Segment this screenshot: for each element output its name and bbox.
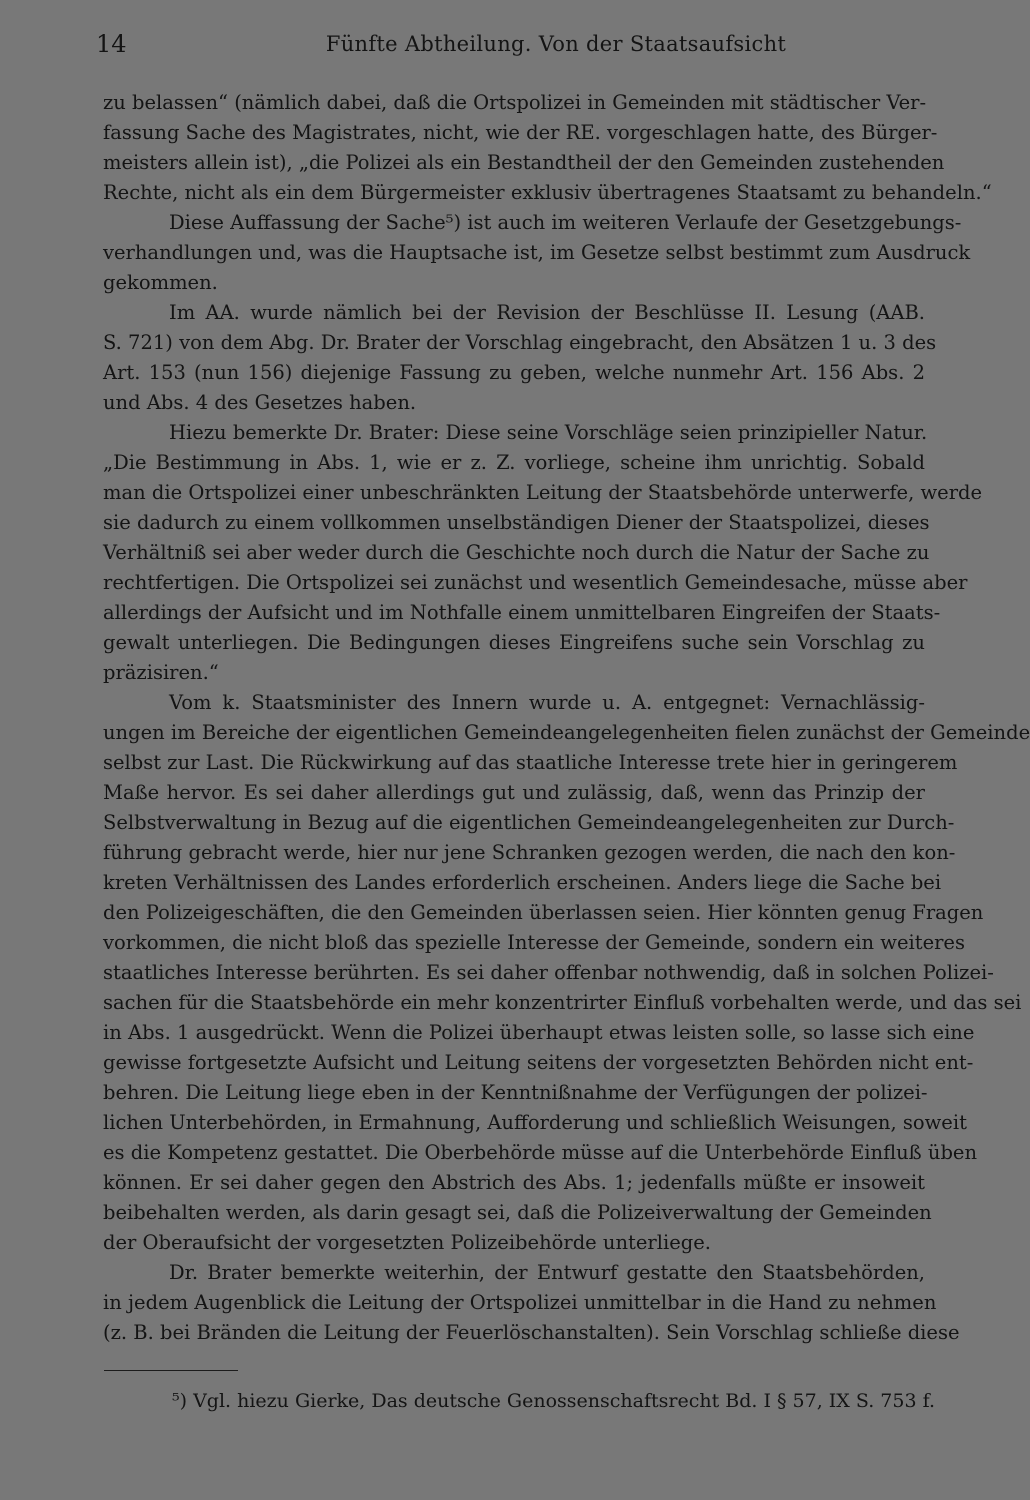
text-line: präzisiren.“ [103,661,219,684]
text-line: und Abs. 4 des Gesetzes haben. [103,391,417,414]
text-line: Maße hervor. Es sei daher allerdings gut und zulässig, daß, wenn das Prinzip der [103,781,925,804]
text-line: zu belassen“ (nämlich dabei, daß die Ortspolizei in Gemeinden mit städtischer Ver- [103,91,927,114]
text-line: fassung Sache des Magistrates, nicht, wie der RE. vorgeschlagen hatte, des Bürger- [103,121,938,144]
text-line: sie dadurch zu einem vollkommen unselbständigen Diener der Staatspolizei, dieses [103,511,930,534]
text-line: Art. 153 (nun 156) diejenige Fassung zu geben, welche nunmehr Art. 156 Abs. 2 [103,361,925,384]
text-line: man die Ortspolizei einer unbeschränkten Leitung der Staatsbehörde unterwerfe, werde [103,481,983,504]
text-line: ungen im Bereiche der eigentlichen Gemeindeangelegenheiten fielen zunächst der Gemeinde [103,721,1030,744]
text-line: Hiezu bemerkte Dr. Brater: Diese seine Vorschläge seien prinzipieller Natur. [169,421,928,444]
body-text [103,88,1030,1348]
footnote: ⁵) Vgl. hiezu Gierke, Das deutsche Genossenschaftsrecht Bd. I § 57, IX S. 753 f. [172,1390,935,1412]
text-line: verhandlungen und, was die Hauptsache ist, im Gesetze selbst bestimmt zum Ausdruck [103,241,971,264]
page-number: 14 [96,30,127,58]
text-line: gewisse fortgesetzte Aufsicht und Leitung seitens der vorgesetzten Behörden nicht ent- [103,1051,974,1074]
text-line: in Abs. 1 ausgedrückt. Wenn die Polizei überhaupt etwas leisten solle, so lasse sich eine [103,1021,975,1044]
text-line: rechtfertigen. Die Ortspolizei sei zunächst und wesentlich Gemeindesache, müsse aber [103,571,968,594]
text-line: gekommen. [103,271,218,294]
running-head [96,30,930,66]
text-line: beibehalten werden, als darin gesagt sei, daß die Polizeiverwaltung der Gemeinden [103,1201,932,1224]
text-line: staatliches Interesse berührten. Es sei daher offenbar nothwendig, daß in solchen Polizei- [103,961,994,984]
text-line: Dr. Brater bemerkte weiterhin, der Entwurf gestatte den Staatsbehörden, [169,1261,925,1284]
text-line: können. Er sei daher gegen den Abstrich des Abs. 1; jedenfalls müßte er insoweit [103,1171,925,1194]
text-line: den Polizeigeschäften, die den Gemeinden überlassen seien. Hier könnten genug Fragen [103,901,984,924]
text-line: führung gebracht werde, hier nur jene Schranken gezogen werden, die nach den kon- [103,841,956,864]
text-line: „Die Bestimmung in Abs. 1, wie er z. Z. vorliege, scheine ihm unrichtig. Sobald [103,451,925,474]
text-line: sachen für die Staatsbehörde ein mehr konzentrirter Einfluß vorbehalten werde, und das sei [103,991,1022,1014]
text-line: Verhältniß sei aber weder durch die Geschichte noch durch die Natur der Sache zu [103,541,930,564]
text-line: es die Kompetenz gestattet. Die Oberbehörde müsse auf die Unterbehörde Einfluß üben [103,1141,978,1164]
text-line: S. 721) von dem Abg. Dr. Brater der Vorschlag eingebracht, den Absätzen 1 u. 3 des [103,331,937,354]
text-line: meisters allein ist), „die Polizei als ein Bestandtheil der den Gemeinden zustehenden [103,151,945,174]
text-line: gewalt unterliegen. Die Bedingungen dieses Eingreifens suche sein Vorschlag zu [103,631,925,654]
text-line: allerdings der Aufsicht und im Nothfalle einem unmittelbaren Eingreifen der Staats- [103,601,941,624]
text-line: Im AA. wurde nämlich bei der Revision der Beschlüsse II. Lesung (AAB. [169,301,925,324]
text-line: Selbstverwaltung in Bezug auf die eigentlichen Gemeindeangelegenheiten zur Durch- [103,811,955,834]
text-line: Diese Auffassung der Sache⁵) ist auch im weiteren Verlaufe der Gesetzgebungs- [169,211,962,234]
text-line: der Oberaufsicht der vorgesetzten Polizeibehörde unterliege. [103,1231,711,1254]
chapter-title: Fünfte Abtheilung. Von der Staatsaufsicht [325,32,787,56]
text-line: lichen Unterbehörden, in Ermahnung, Aufforderung und schließlich Weisungen, soweit [103,1111,967,1134]
footnote-divider [104,1370,238,1371]
text-line: Rechte, nicht als ein dem Bürgermeister exklusiv übertragenes Staatsamt zu behandeln.“ [103,181,992,204]
text-line: behren. Die Leitung liege eben in der Kenntnißnahme der Verfügungen der polizei- [103,1081,928,1104]
text-line: selbst zur Last. Die Rückwirkung auf das staatliche Interesse trete hier in geringerem [103,751,958,774]
text-line: kreten Verhältnissen des Landes erforderlich erscheinen. Anders liege die Sache bei [103,871,942,894]
text-line: vorkommen, die nicht bloß das spezielle Interesse der Gemeinde, sondern ein weiteres [103,931,965,954]
text-line: Vom k. Staatsminister des Innern wurde u. A. entgegnet: Vernachlässig- [169,691,925,714]
text-line: in jedem Augenblick die Leitung der Ortspolizei unmittelbar in die Hand zu nehmen [103,1291,937,1314]
text-line: (z. B. bei Bränden die Leitung der Feuerlöschanstalten). Sein Vorschlag schließe diese [103,1321,960,1344]
